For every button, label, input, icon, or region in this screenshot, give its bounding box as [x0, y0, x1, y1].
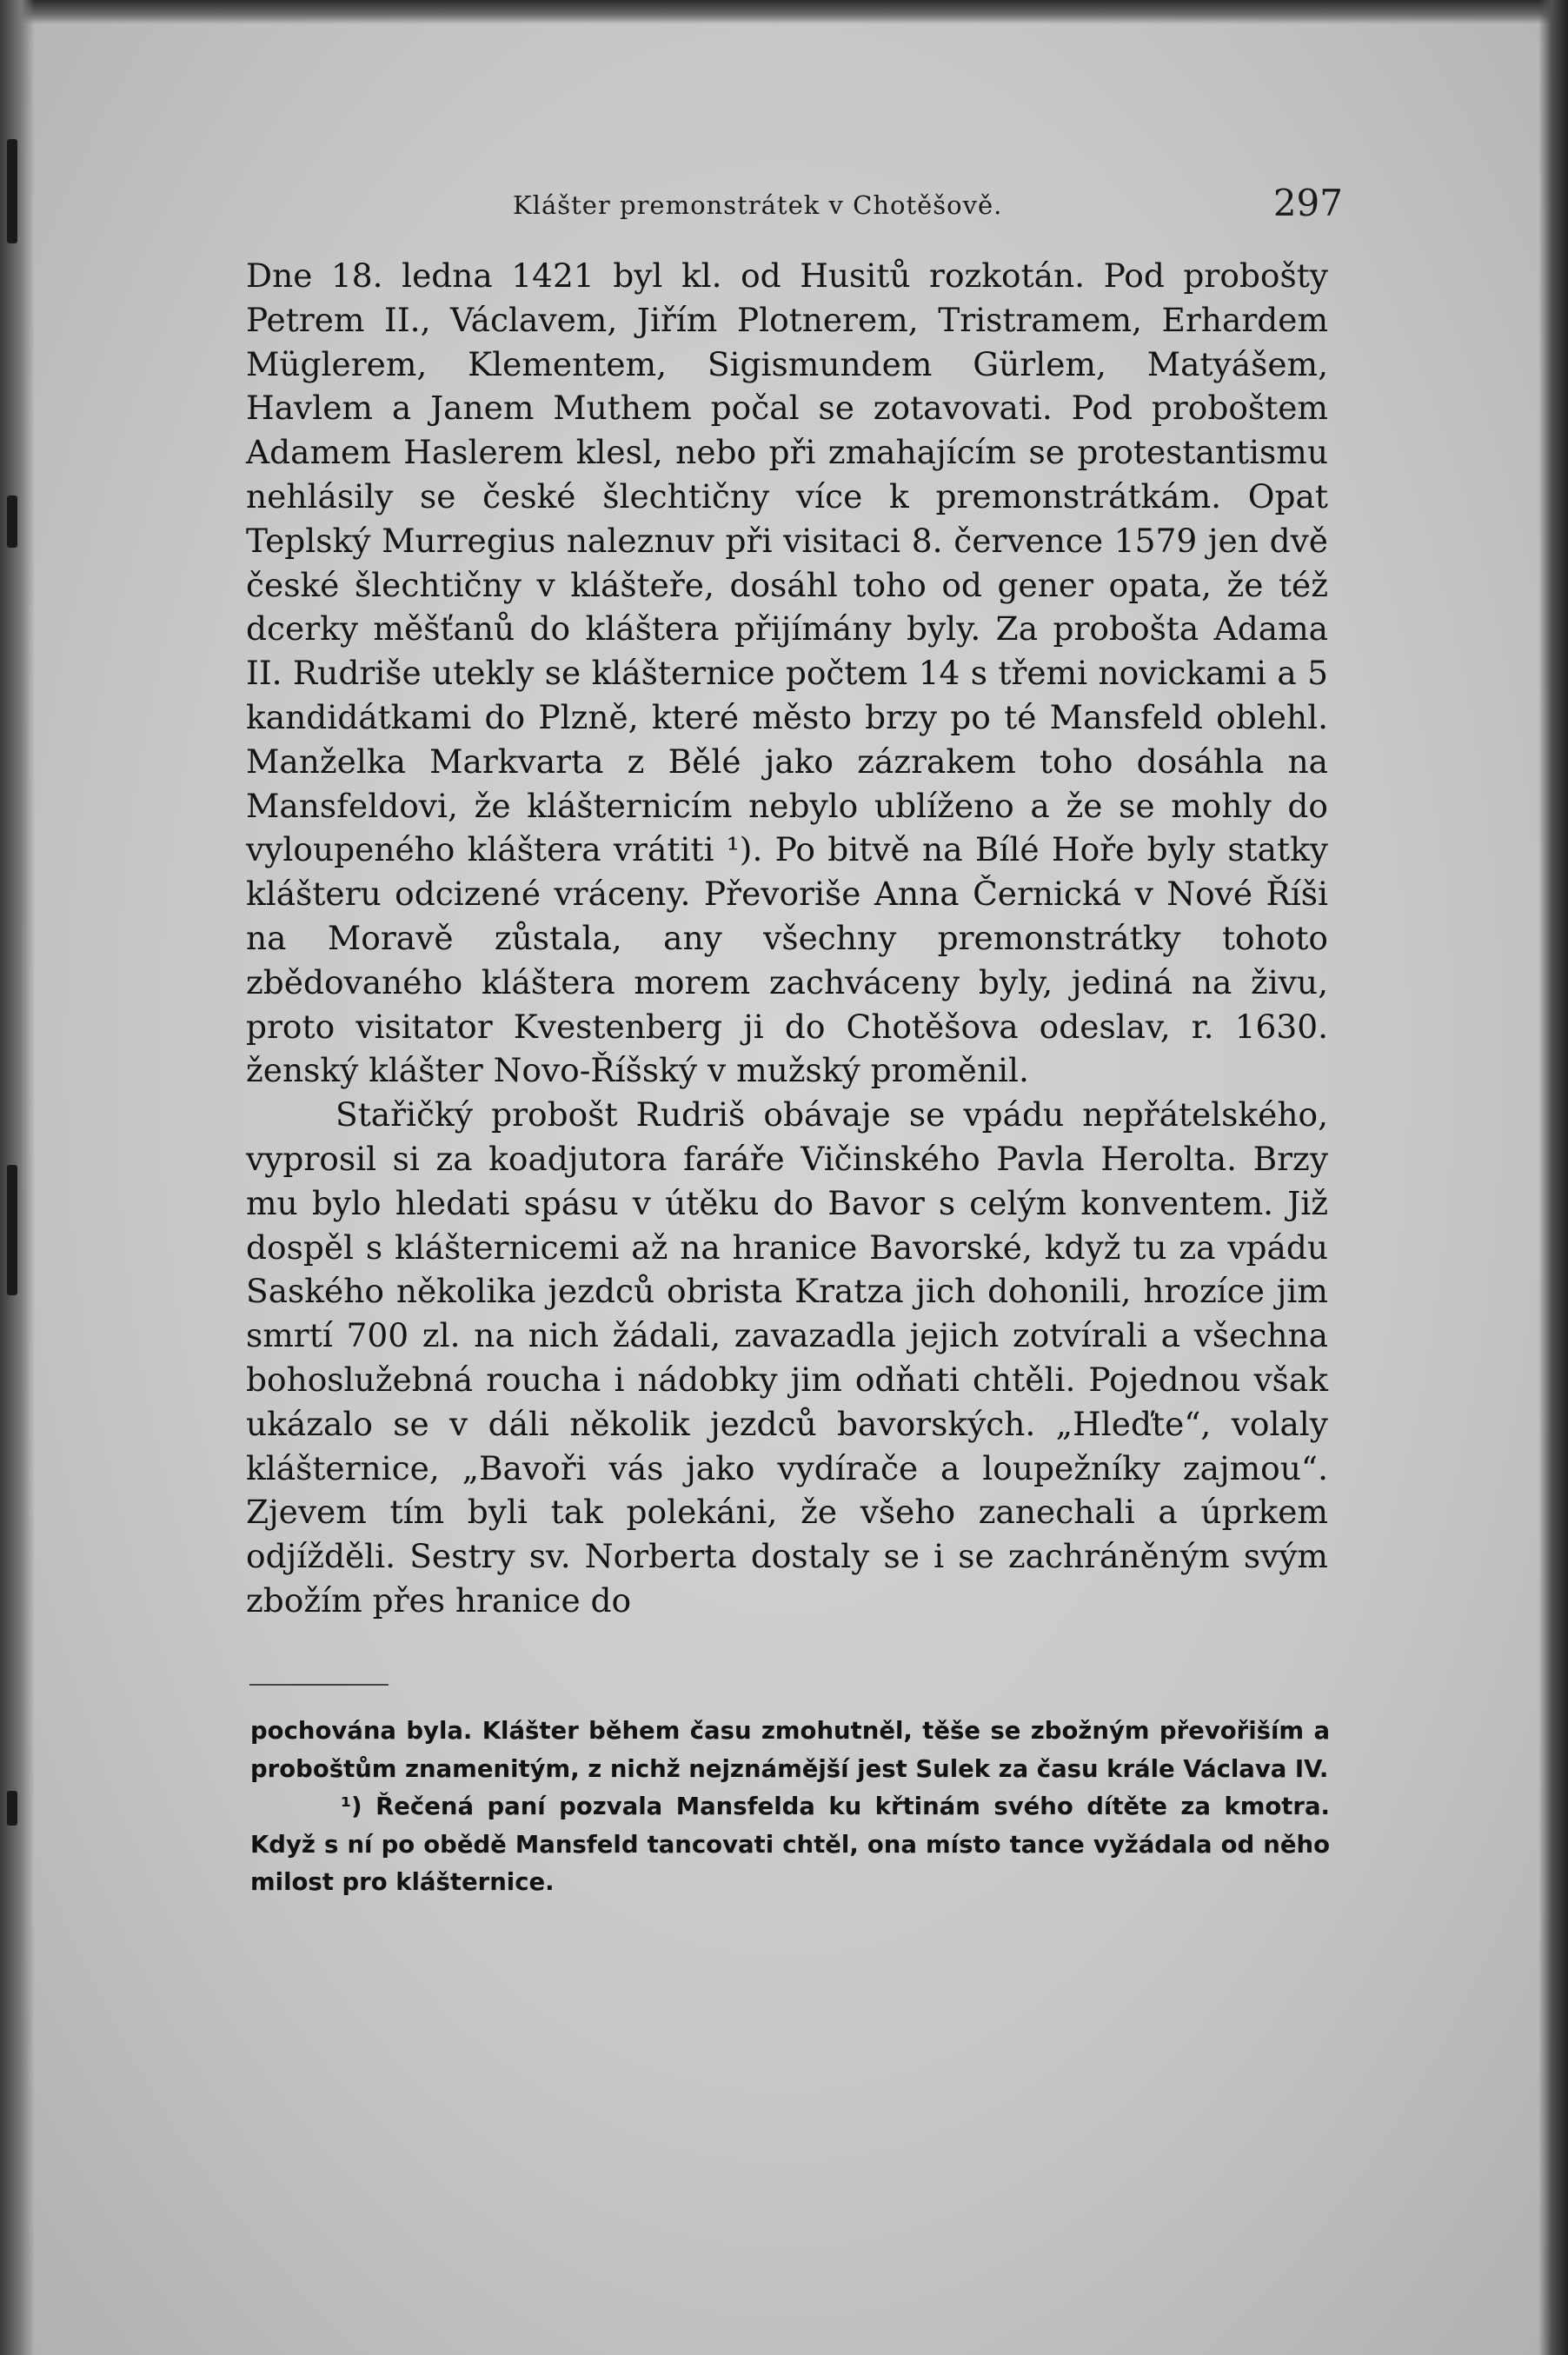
- footnotes: [250, 1713, 1330, 1902]
- footnote-continuation: pochována byla. Klášter během času zmohutněl, těše se zbožným převořiším a proboštům znamenitým, z nichž nejznámější jest Sulek za času krále Václava IV.: [250, 1717, 1330, 1783]
- paragraph-1: Dne 18. ledna 1421 byl kl. od Husitů rozkotán. Pod probošty Petrem II., Václavem, Jiřím Plotnerem, Tristramem, Erhardem Müglerem, Klementem, Sigismundem Gürlem, Matyášem, Havlem a Janem Muthem počal se zotavovati. Pod proboštem Adamem Haslerem klesl, nebo při zmahajícím se protestantismu nehlásily se české šlechtičny více k premonstrátkám. Opat Teplský Murregius naleznuv při visitaci 8. července 1579 jen dvě české šlechtičny v klášteře, dosáhl toho od gener opata, že též dcerky měšťanů do kláštera přijímány byly. Za probošta Adama II. Rudriše utekly se klášternice počtem 14 s třemi novickami a 5 kandidátkami do Plzně, které město brzy po té Mansfeld oblehl. Manželka Markvarta z Bělé jako zázrakem toho dosáhla na Mansfeldovi, že klášternicím nebylo ublíženo a že se mohly do vyloupeného kláštera vrátiti ¹). Po bitvě na Bílé Hoře byly statky klášteru odcizené vráceny. Převoriše Anna Černická v Nové Říši na Moravě zůstala, any všechny premonstrátky tohoto zbědovaného kláštera morem zachváceny byly, jediná na živu, proto visitator Kvestenberg ji do Chotěšova odeslav, r. 1630. ženský klášter Novo-Říšský v mužský proměnil.: [246, 256, 1328, 1090]
- running-title: Klášter premonstrátek v Chotěšově.: [513, 190, 1003, 220]
- binding-mark: [7, 1791, 17, 1826]
- page-edge-left: [0, 0, 35, 2355]
- binding-mark: [7, 1165, 17, 1295]
- paragraph-2: Stařičký probošt Rudriš obávaje se vpádu nepřátelského, vyprosil si za koadjutora faráře Vičinského Pavla Herolta. Brzy mu bylo hledati spásu v útěku do Bavor s celým konventem. Již dospěl s klášternicemi až na hranice Bavorské, když tu za vpádu Saského několika jezdců obrista Kratza jich dohonili, hrozíce jim smrtí 700 zl. na nich žádali, zavazadla jejich zotvírali a všechna bohoslužebná roucha i nádobky jim odňati chtěli. Pojednou však ukázalo se v dáli několik jezdců bavorských. „Hleďte“, volaly klášternice, „Bavoři vás jako vydírače a loupežníky zajmou“. Zjevem tím byli tak polekáni, že všeho zanechali a úprkem odjížděli. Sestry sv. Norberta dostaly se i se zachráněným svým zbožím přes hranice do: [246, 1095, 1328, 1620]
- page-edge-top: [0, 0, 1568, 24]
- running-head: [243, 178, 1343, 230]
- page-number: 297: [1272, 182, 1343, 224]
- page-edge-right: [1538, 0, 1568, 2355]
- binding-mark: [7, 496, 17, 548]
- body-text: [246, 254, 1328, 1623]
- footnote-rule: [249, 1684, 389, 1686]
- footnote-1: ¹) Řečená paní pozvala Mansfelda ku křtinám svého dítěte za kmotra. Když s ní po obědě Mansfeld tancovati chtěl, ona místo tance vyžádala od něho milost pro klášternice.: [250, 1793, 1330, 1896]
- binding-mark: [7, 139, 17, 243]
